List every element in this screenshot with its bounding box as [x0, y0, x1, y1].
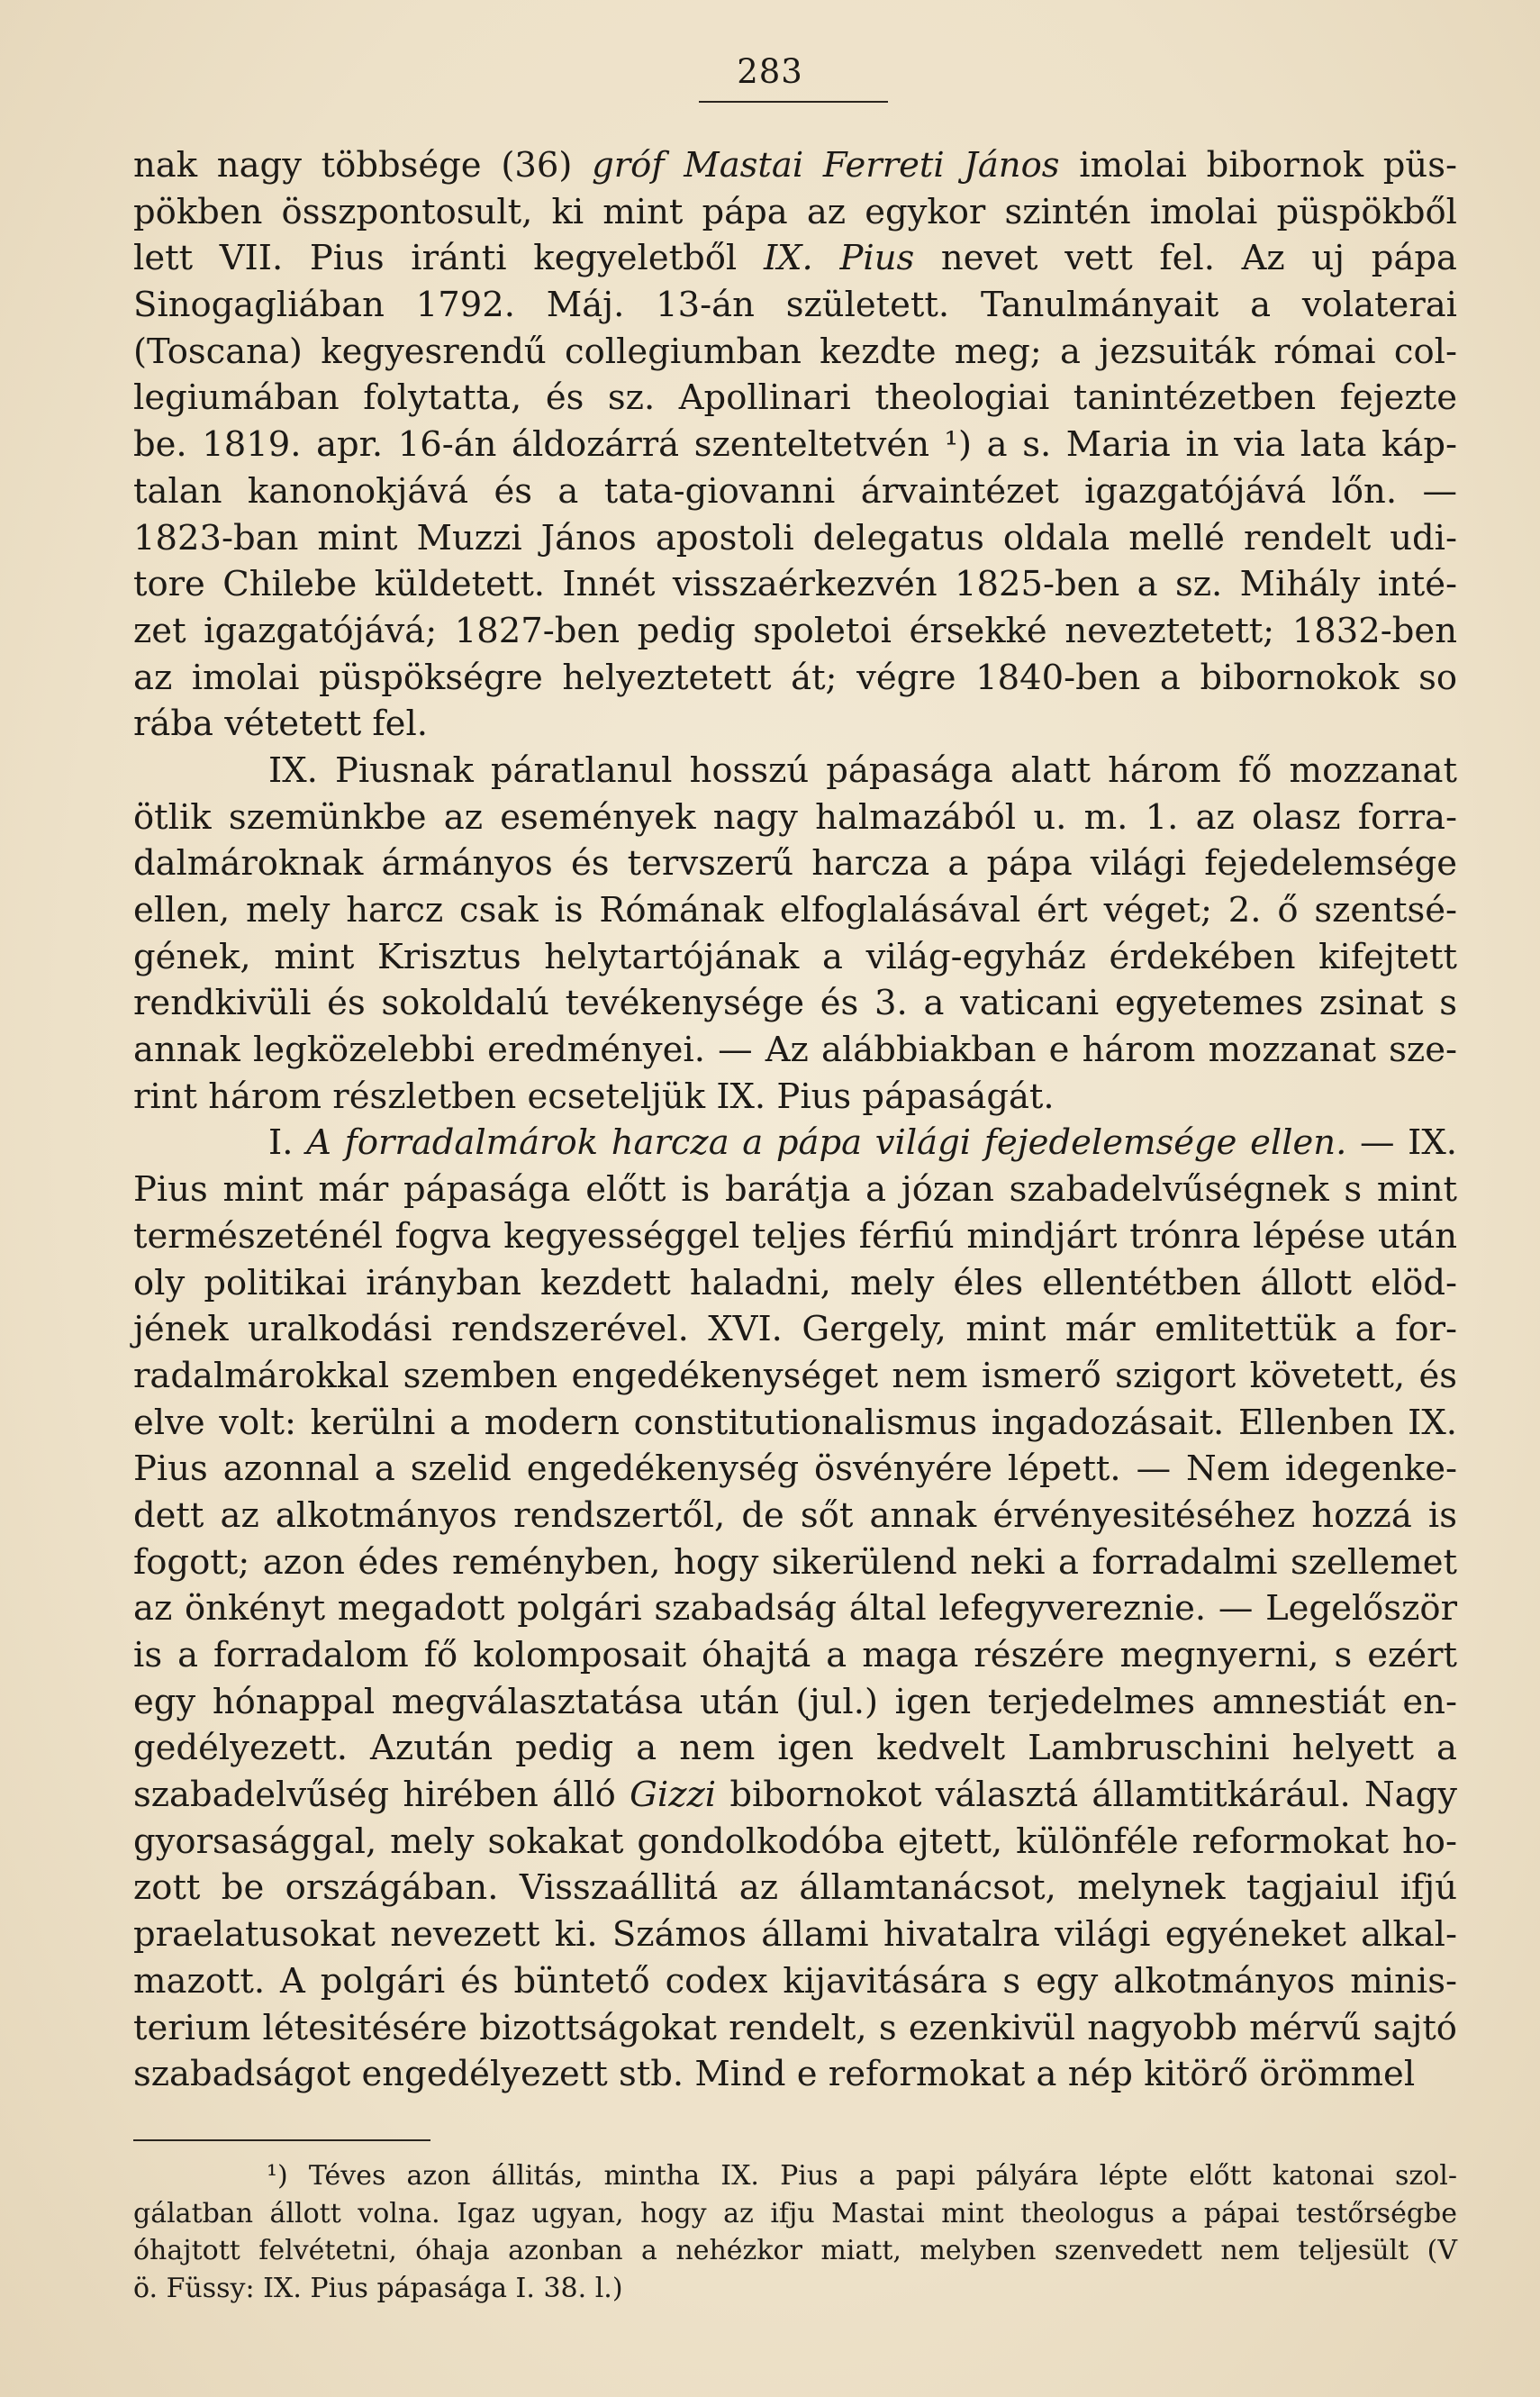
footnotes — [133, 2157, 1457, 2307]
text-segment: fogott; azon édes reményben, hogy sikerülend neki a forradalmi szellemet — [133, 1541, 1457, 1583]
text-line — [133, 1725, 1457, 1772]
text-segment: lett VII. Pius iránti kegyeletből — [133, 238, 764, 279]
body-text — [133, 142, 1457, 2098]
text-segment: elve volt: kerülni a modern constitutionalismus ingadozásait. Ellenben IX. — [133, 1402, 1457, 1443]
text-segment: rába vétetett fel. — [133, 704, 429, 745]
text-segment: jének uralkodási rendszerével. XVI. Gergely, mint már emlitettük a for- — [133, 1309, 1457, 1350]
page-number: 283 — [737, 52, 803, 91]
text-line — [133, 282, 1457, 329]
text-line — [133, 608, 1457, 655]
text-segment: imolai bibornok püs- — [1059, 145, 1457, 186]
text-line — [133, 1213, 1457, 1260]
text-line — [133, 1493, 1457, 1539]
text-segment: ellen, mely harcz csak is Rómának elfoglalásával ért véget; 2. ő szentsé- — [133, 890, 1457, 931]
text-segment: egy hónappal megválasztatása után (jul.) igen terjedelmes amnestiát en- — [133, 1681, 1457, 1722]
footnote-line: ¹) Téves azon állitás, mintha IX. Pius a papi pályára lépte előtt katonai szol- — [267, 2160, 1457, 2192]
footnote-line: óhajtott felvétetni, óhaja azonban a nehézkor miatt, melyben szenvedett nem teljesült (V — [133, 2235, 1457, 2266]
text-segment: nevet vett fel. Az uj pápa — [914, 238, 1457, 279]
text-segment: IX. Piusnak páratlanul hosszú pápasága alatt három fő mozzanat — [268, 749, 1457, 791]
text-line — [133, 794, 1457, 841]
text-segment: gyorsasággal, mely sokakat gondolkodóba ejtett, különféle reformokat ho- — [133, 1820, 1457, 1862]
text-segment: szabadelvűség hirében álló — [133, 1775, 630, 1816]
text-segment: pökben összpontosult, ki mint pápa az egykor szintén imolai püspökből — [133, 191, 1457, 232]
text-segment: zott be országában. Visszaállitá az államtanácsot, melynek tagjaiul ifjú — [133, 1867, 1457, 1909]
text-segment: Pius azonnal a szelid engedékenység ösvényére lépett. — Nem idegenke- — [133, 1448, 1457, 1490]
text-segment: I. — [268, 1122, 307, 1164]
text-segment: tore Chilebe küldetett. Innét visszaérkezvén 1825-ben a sz. Mihály inté- — [133, 564, 1457, 605]
text-line — [133, 1167, 1457, 1213]
text-line — [133, 515, 1457, 562]
text-line — [133, 1958, 1457, 2005]
italic-text: A forradalmárok harcza a pápa világi fejedelemsége ellen. — [306, 1122, 1347, 1164]
text-segment: dalmároknak ármányos és tervszerű harcza a pápa világi fejedelemsége — [133, 843, 1457, 885]
text-segment: oly politikai irányban kezdett haladni, mely éles ellentétben állott elöd- — [133, 1262, 1457, 1303]
text-segment: Sinogagliában 1792. Máj. 13-án született. Tanulmányait a volaterai — [133, 285, 1457, 326]
text-segment: természeténél fogva kegyességgel teljes férfiú mindjárt trónra lépése után — [133, 1215, 1457, 1257]
text-line — [133, 235, 1457, 282]
header-rule — [699, 101, 888, 103]
text-line — [133, 1679, 1457, 1726]
italic-text: gróf Mastai Ferreti János — [592, 145, 1060, 186]
text-segment: mazott. A polgári és büntető codex kijavitására s egy alkotmányos minis- — [133, 1960, 1457, 2002]
text-line — [133, 2005, 1457, 2052]
text-line — [133, 2051, 1457, 2098]
text-line — [133, 329, 1457, 376]
text-segment: ötlik szemünkbe az események nagy halmazából u. m. 1. az olasz forra- — [133, 796, 1457, 838]
text-line — [133, 1400, 1457, 1447]
footnote-line: ö. Füssy: IX. Pius pápasága I. 38. l.) — [133, 2272, 623, 2304]
text-line — [133, 980, 1457, 1027]
text-line — [133, 189, 1457, 236]
text-line — [133, 142, 1457, 189]
text-line — [133, 1539, 1457, 1586]
text-segment: rendkivüli és sokoldalú tevékenysége és 3. a vaticani egyetemes zsinat s — [133, 983, 1457, 1024]
text-line — [133, 1865, 1457, 1911]
italic-text: IX. Pius — [763, 238, 915, 279]
text-segment: zet igazgatójává; 1827-ben pedig spoletoi érsekké neveztetett; 1832-ben — [133, 610, 1457, 651]
text-line — [133, 1260, 1457, 1307]
text-segment: gének, mint Krisztus helytartójának a világ-egyház érdekében kifejtett — [133, 936, 1457, 977]
text-line — [133, 1446, 1457, 1493]
text-segment: (Toscana) kegyesrendű collegiumban kezdte meg; a jezsuiták római col- — [133, 331, 1457, 372]
text-line — [133, 1027, 1457, 1074]
text-line — [133, 748, 1457, 794]
text-segment: be. 1819. apr. 16-án áldozárrá szenteltetvén ¹) a s. Maria in via lata káp- — [133, 424, 1457, 466]
text-segment: Pius mint már pápasága előtt is barátja a józan szabadelvűségnek s mint — [133, 1169, 1457, 1211]
text-line — [133, 468, 1457, 515]
text-segment: praelatusokat nevezett ki. Számos állami hivatalra világi egyéneket alkal- — [133, 1914, 1457, 1956]
text-segment: annak legközelebbi eredményei. — Az alábbiakban e három mozzanat sze- — [133, 1030, 1457, 1071]
text-line — [133, 1306, 1457, 1353]
text-segment: szabadságot engedélyezett stb. Mind e reformokat a nép kitörő örömmel — [133, 2054, 1416, 2095]
text-line — [133, 375, 1457, 422]
text-line — [133, 1353, 1457, 1400]
text-line — [133, 1772, 1457, 1819]
footnote-line: gálatban állott volna. Igaz ugyan, hogy az ifju Mastai mint theologus a pápai testőrségbe — [133, 2197, 1457, 2229]
text-line — [133, 840, 1457, 887]
text-line — [133, 1074, 1457, 1121]
text-line — [133, 422, 1457, 468]
text-segment: legiumában folytatta, és sz. Apollinari theologiai tanintézetben fejezte — [133, 377, 1457, 419]
text-line — [133, 887, 1457, 934]
text-segment: dett az alkotmányos rendszertől, de sőt annak érvényesitéséhez hozzá is — [133, 1494, 1457, 1536]
text-line — [133, 655, 1457, 702]
text-segment: az imolai püspökségre helyeztetett át; végre 1840-ben a bibornokok so — [133, 657, 1457, 698]
text-segment: terium létesitésére bizottságokat rendelt, s ezenkivül nagyobb mérvű sajtó — [133, 2007, 1457, 2048]
text-line — [133, 934, 1457, 981]
text-line — [133, 561, 1457, 608]
text-line — [133, 1120, 1457, 1167]
text-segment: is a forradalom fő kolomposait óhajtá a maga részére megnyerni, s ezért — [133, 1635, 1457, 1675]
text-segment: bibornokot választá államtitkárául. Nagy — [716, 1775, 1457, 1816]
text-segment: az önkényt megadott polgári szabadság által lefegyvereznie. — Legelőször — [133, 1588, 1457, 1630]
text-line — [133, 1585, 1457, 1632]
text-segment: rint három részletben ecseteljük IX. Pius pápaságát. — [133, 1076, 1055, 1117]
text-segment: gedélyezett. Azután pedig a nem igen kedvelt Lambruschini helyett a — [133, 1728, 1457, 1769]
text-segment: — IX. — [1346, 1122, 1458, 1164]
italic-text: Gizzi — [630, 1775, 717, 1816]
text-line — [133, 701, 1457, 748]
text-line — [133, 1632, 1457, 1679]
text-line — [133, 1911, 1457, 1958]
text-segment: talan kanonokjává és a tata-giovanni árvaintézet igazgatójává lőn. — — [133, 470, 1457, 512]
text-line — [133, 1819, 1457, 1866]
text-segment: 1823-ban mint Muzzi János apostoli delegatus oldala mellé rendelt udi- — [133, 517, 1457, 558]
text-segment: radalmárokkal szemben engedékenységet nem ismerő szigort követett, és — [133, 1355, 1457, 1396]
text-segment: nak nagy többsége (36) — [133, 145, 593, 186]
footnote-rule — [133, 2139, 430, 2141]
